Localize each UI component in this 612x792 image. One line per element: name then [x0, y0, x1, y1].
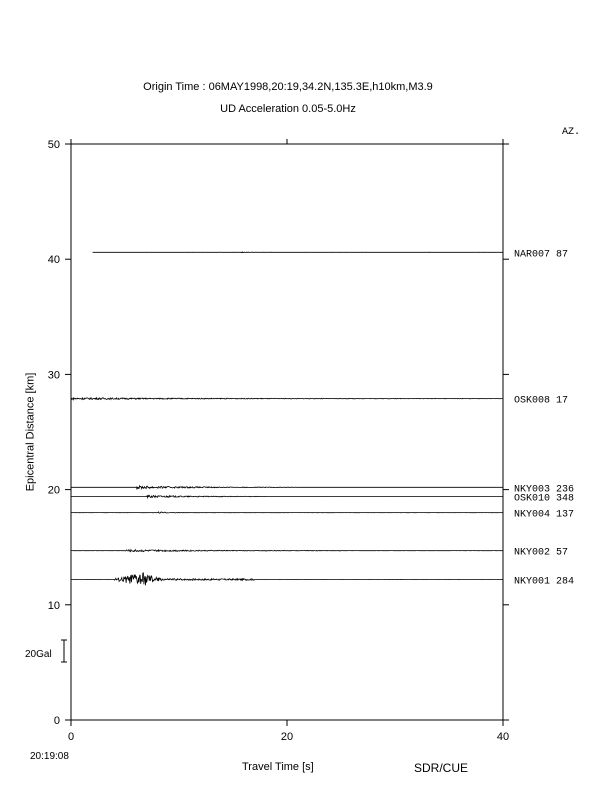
trace-nar007 — [93, 249, 568, 260]
x-tick-label: 0 — [67, 731, 75, 743]
trace-nky003 — [71, 484, 574, 495]
station-label: NKY004 137 — [514, 509, 575, 521]
y-tick-label: 10 — [47, 599, 60, 612]
x-tick-label: 20 — [280, 731, 294, 743]
scale-bar — [61, 640, 67, 662]
trace-osk008 — [71, 396, 568, 407]
trace-line — [71, 550, 503, 552]
trace-line — [93, 252, 503, 253]
y-tick-label: 0 — [53, 715, 60, 727]
station-label: NKY003 236 — [514, 484, 575, 496]
station-label: NKY002 57 — [514, 547, 569, 559]
trace-line — [71, 486, 503, 489]
y-tick-label: 50 — [47, 139, 60, 151]
trace-nky001 — [71, 573, 574, 588]
plot-frame — [71, 144, 503, 720]
y-tick-label: 40 — [47, 254, 60, 267]
trace-osk010 — [71, 494, 574, 505]
y-tick-label: 30 — [47, 369, 60, 382]
y-axis-label: Epicentral Distance [km] — [24, 372, 37, 492]
trace-nky004 — [71, 510, 574, 521]
azimuth-header: AZ. — [562, 127, 581, 138]
trace-line — [71, 495, 503, 497]
trace-line — [71, 398, 503, 400]
start-time-label: 20:19:08 — [30, 751, 69, 762]
x-tick-label: 40 — [496, 731, 510, 743]
chart-title: Origin Time : 06MAY1998,20:19,34.2N,135.3E,h10km,M3.9 — [143, 81, 433, 93]
station-label: NAR007 87 — [514, 249, 569, 261]
y-tick-label: 20 — [47, 484, 60, 497]
scale-bar-label: 20Gal — [25, 649, 52, 660]
station-label: OSK008 17 — [514, 395, 569, 407]
chart-subtitle: UD Acceleration 0.05-5.0Hz — [220, 103, 356, 115]
trace-line — [71, 573, 503, 585]
x-axis-label: Travel Time [s] — [242, 761, 314, 773]
station-label: OSK010 348 — [514, 493, 575, 505]
credit-label: SDR/CUE — [414, 761, 469, 775]
trace-line — [71, 512, 503, 513]
trace-nky002 — [71, 548, 568, 559]
station-label: NKY001 284 — [514, 576, 575, 588]
